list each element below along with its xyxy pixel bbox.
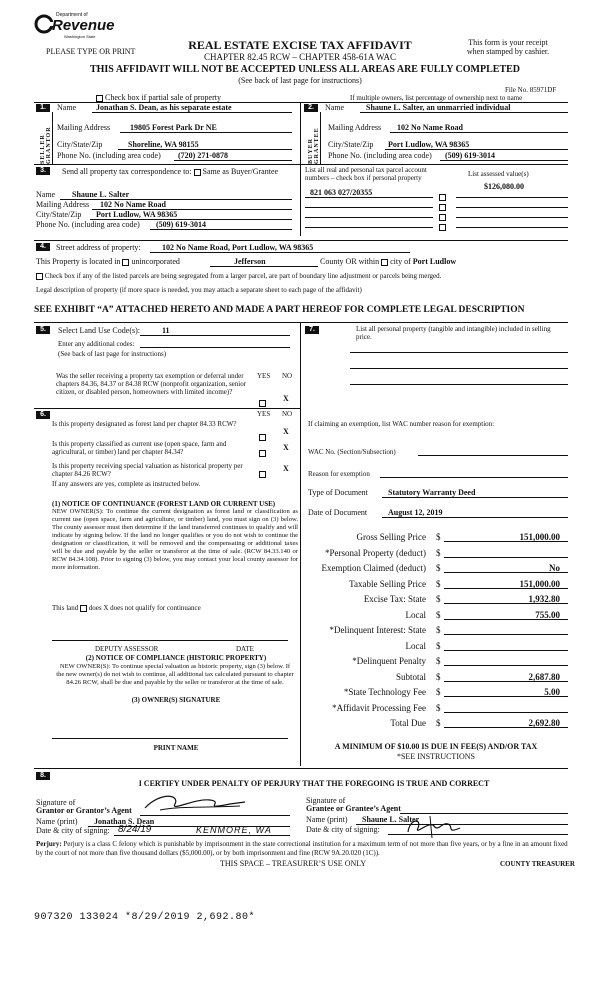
section-8-number: 8. [36, 772, 50, 780]
calc-dollar-10: $ [436, 687, 441, 697]
calc-dollar-1: $ [436, 548, 441, 558]
county-within-row [320, 257, 456, 266]
treasurer-use: THIS SPACE – TREASURER’S USE ONLY [220, 859, 367, 868]
grantee-sig-label-1: Signature of [306, 796, 346, 805]
calc-value-4[interactable]: 1,932.80 [528, 594, 560, 604]
buyer-name-label: Name [325, 103, 345, 112]
seller-side-label: SELLER GRANTOR [40, 126, 52, 164]
doc-type-label: Type of Document [308, 488, 368, 497]
calc-label-4: Excise Tax: State [363, 594, 426, 604]
notice-2-title: (2) NOTICE OF COMPLIANCE (HISTORIC PROPERTY) [85, 654, 267, 662]
calc-dollar-4: $ [436, 594, 441, 604]
doc-date: August 12, 2019 [388, 508, 443, 517]
file-number: File No. 85971DF [505, 86, 557, 94]
logo-small-text: Department of [56, 12, 88, 18]
calc-label-7: Local [405, 641, 426, 651]
buyer-city: Port Ludlow, WA 98365 [388, 140, 470, 149]
s6-question-3: Is this property receiving special valuation as historical property per chapter 84.26 RCW? [52, 462, 243, 478]
located-label: This Property is located in [36, 257, 121, 266]
buyer-city-label: City/State/Zip [328, 140, 374, 149]
section-6-number: 6. [36, 411, 50, 419]
grantor-name-label: Name (print) [36, 817, 78, 826]
notice-1-title: (1) NOTICE OF CONTINUANCE (FOREST LAND OR CURRENT USE) [52, 500, 276, 508]
qualify-row [52, 604, 201, 612]
notice-2-body: NEW OWNER(S): To continue special valuation as historic property, sign (3) below. If the new owner(s) do not wish to continue, all additional tax calculated pursuant to chapter 84.26 RCW, shall be due and payable by the seller or transferor at the time of sale. [56, 663, 294, 686]
unincorporated-checkbox[interactable] [122, 259, 129, 266]
seller-mail-label: Mailing Address [57, 123, 111, 132]
send-label-text: Send all property tax correspondence to: [62, 167, 192, 176]
segregated-row [36, 272, 566, 280]
s3-name-label: Name [36, 190, 56, 199]
grantee-name-label: Name (print) [306, 815, 348, 824]
deputy-assessor-label: DEPUTY ASSESSOR [95, 645, 159, 653]
segregated-checkbox[interactable] [36, 273, 43, 280]
street-address: 102 No Name Road, Port Ludlow, WA 98365 [162, 243, 314, 252]
see-back: (See back of last page for instructions) [238, 76, 362, 85]
s6-question-2: Is this property classified as current use (open space, farm and agricultural, or timber) land per chapter 84.34? [52, 440, 227, 456]
calc-dollar-11: $ [436, 703, 441, 713]
calc-label-9: Subtotal [395, 672, 426, 682]
s5-yes-header: YES [257, 372, 271, 380]
calc-label-11: *Affidavit Processing Fee [332, 703, 426, 713]
buyer-side-label: BUYER GRANTEE [308, 127, 320, 164]
see-instructions: *SEE INSTRUCTIONS [396, 752, 475, 761]
grantee-signature [400, 814, 470, 840]
county-name: Jefferson [234, 257, 266, 266]
buyer-phone: (509) 619-3014 [445, 151, 495, 160]
calc-dollar-2: $ [436, 563, 441, 573]
grantor-signature [140, 790, 250, 816]
seller-city: Shoreline, WA 98155 [128, 140, 199, 149]
s3-city: Port Ludlow, WA 98365 [96, 210, 178, 219]
calc-label-10: *State Technology Fee [343, 687, 426, 697]
calc-dollar-7: $ [436, 641, 441, 651]
county-label: County OR within [320, 257, 380, 266]
seller-phone: (720) 271-0878 [178, 151, 228, 160]
county-treasurer: COUNTY TREASURER [500, 860, 575, 868]
parcel-number: 821 063 027/20355 [310, 188, 373, 197]
same-as-buyer-checkbox[interactable] [194, 169, 201, 176]
calc-label-2: Exemption Claimed (deduct) [321, 563, 426, 573]
city-name: Port Ludlow [412, 257, 457, 266]
calc-value-2[interactable]: No [549, 563, 560, 573]
logo-sub-text: Washington State [64, 34, 96, 39]
calc-dollar-5: $ [436, 610, 441, 620]
s3-mail: 102 No Name Road [100, 200, 166, 209]
personal-property-label: List all personal property (tangible and intangible) included in selling price. [356, 325, 551, 341]
calc-value-10[interactable]: 5.00 [544, 687, 560, 697]
perjury-label: Perjury: [36, 840, 62, 848]
calc-label-12: Total Due [390, 718, 426, 728]
land-use-code: 11 [162, 326, 170, 335]
does-qualify-checkbox[interactable] [80, 605, 87, 612]
perjury-row [36, 840, 570, 858]
seller-phone-label: Phone No. (including area code) [57, 151, 161, 160]
calc-label-6: *Delinquent Interest: State [329, 625, 426, 635]
s3-mail-label: Mailing Address [36, 200, 90, 209]
buyer-phone-label: Phone No. (including area code) [328, 151, 432, 160]
unincorporated-label: unincorporated [131, 257, 180, 266]
logo-text: Revenue [52, 17, 115, 34]
calc-value-0[interactable]: 151,000.00 [519, 532, 560, 542]
grantor-name: Jonathan S. Dean [94, 817, 155, 826]
assessed-value: $126,080.00 [484, 182, 524, 191]
grantee-name: Shaune L. Salter [362, 815, 420, 824]
multiple-owners-note: If multiple owners, list percentage of ownership next to name [350, 94, 523, 102]
s5-question-1: Was the seller receiving a property tax exemption or deferral under chapters 84.36, 84.37 or 84.38 RCW (nonprofit organization, senior citizen, or disabled person, homeowners with limited income)? [56, 372, 247, 396]
section-4-number: 4. [36, 243, 50, 251]
calc-dollar-6: $ [436, 625, 441, 635]
s5-no-header: NO [282, 372, 293, 380]
calc-label-0: Gross Selling Price [356, 532, 426, 542]
parcel-checkbox-4[interactable] [439, 218, 446, 236]
logo-swoosh-icon [34, 14, 54, 34]
cashier-stamp: 907320 133024 *8/29/2019 2,692.80* [34, 912, 256, 923]
calc-label-8: *Delinquent Penalty [352, 656, 426, 666]
calc-dollar-12: $ [436, 718, 441, 728]
grantor-date-label: Date & city of signing: [36, 826, 110, 835]
located-row [36, 257, 180, 266]
s6-q3-no-mark[interactable]: X [283, 464, 289, 473]
s6-yes-header: YES [257, 410, 271, 418]
partial-sale-row [96, 93, 221, 102]
grantee-sig-label-2: Grantee or Grantee’s Agent [306, 804, 401, 813]
certify-text: I CERTIFY UNDER PENALTY OF PERJURY THAT THE FOREGOING IS TRUE AND CORRECT [138, 779, 490, 788]
s6-if-yes: If any answers are yes, complete as instructed below. [52, 480, 201, 488]
minimum-fee-note: A MINIMUM OF $10.00 IS DUE IN FEE(S) AND/OR TAX [334, 742, 538, 751]
segregated-label: Check box if any of the listed parcels are being segregated from a larger parcel, are part of boundary line adjustment or parcels being merged. [44, 272, 442, 280]
seller-mail: 19805 Forest Park Dr NE [130, 123, 217, 132]
grantor-city: KENMORE, WA [196, 825, 272, 835]
section-7-number: 7. [305, 326, 319, 334]
seller-name: Jonathan S. Dean, as his separate estate [96, 103, 232, 112]
exhibit-text: SEE EXHIBIT “A” ATTACHED HERETO AND MADE A PART HEREOF FOR COMPLETE LEGAL DESCRIPTION [34, 305, 525, 315]
parcel-header-2: numbers – check box if personal property [305, 174, 422, 182]
s6-q1-no-mark[interactable]: X [283, 427, 289, 436]
s6-q3-yes-checkbox[interactable] [259, 465, 266, 483]
parcel-header-1: List all real and personal tax parcel account [305, 166, 427, 174]
assessed-header: List assessed value(s) [468, 170, 529, 178]
street-label: Street address of property: [56, 243, 141, 252]
calc-dollar-3: $ [436, 579, 441, 589]
s5-q1-no-mark[interactable]: X [283, 394, 289, 403]
print-name-label: PRINT NAME [153, 744, 199, 752]
calc-value-9[interactable]: 2,687.80 [528, 672, 560, 682]
buyer-name: Shaune L. Salter, an unmarried individual [366, 103, 511, 112]
send-correspondence-label [62, 167, 278, 176]
section-3-number: 3. [36, 167, 50, 175]
partial-sale-checkbox[interactable] [96, 95, 103, 102]
s3-name: Shaune L. Salter [72, 190, 130, 199]
calc-label-5: Local [405, 610, 426, 620]
section-2-number: 2. [304, 104, 318, 112]
receipt-note-2: when stamped by cashier. [466, 47, 550, 56]
form-chapter: CHAPTER 82.45 RCW – CHAPTER 458-61A WAC [204, 52, 396, 62]
calc-value-5[interactable]: 755.00 [535, 610, 560, 620]
calc-dollar-0: $ [436, 532, 441, 542]
seller-city-label: City/State/Zip [57, 140, 103, 149]
seller-name-label: Name [57, 103, 77, 112]
calc-value-3[interactable]: 151,000.00 [519, 579, 560, 589]
owner-signature-label: (3) OWNER(S) SIGNATURE [131, 696, 221, 704]
calc-dollar-8: $ [436, 656, 441, 666]
notice-1-body: NEW OWNER(S): To continue the current designation as forest land or classification as current use (open space, farm and agriculture, or timber) land, you must sign on (3) below. The county assessor must then determine if the land transferred continues to qualify and will indicate by signing below. If the land no longer qualifies or you do not wish to continue the designation or classification, it will be removed and the compensating or additional taxes will be due and payable by the seller or transferor at the time of sale. (RCW 84.33.140 or RCW 84.34.108). Prior to signing (3) below, you may contact your local county assessor for more information. [52, 508, 298, 571]
calc-value-12[interactable]: 2,692.80 [528, 718, 560, 728]
s3-phone: (509) 619-3014 [156, 220, 206, 229]
buyer-mail: 102 No Name Road [397, 123, 463, 132]
section-5-number: 5. [36, 326, 50, 334]
same-as-buyer-label: Same as Buyer/Grantee [202, 167, 279, 176]
warning-text: THIS AFFIDAVIT WILL NOT BE ACCEPTED UNLESS ALL AREAS ARE FULLY COMPLETED [89, 64, 521, 75]
land-use-see-back: (See back of last page for instructions) [58, 350, 167, 358]
partial-sale-label: Check box if partial sale of property [105, 93, 221, 102]
additional-codes-label: Enter any additional codes: [58, 340, 135, 348]
buyer-mail-label: Mailing Address [328, 123, 382, 132]
city-of-label: city of [390, 257, 411, 266]
s6-q2-no-mark[interactable]: X [283, 443, 289, 452]
please-type: PLEASE TYPE OR PRINT [46, 47, 136, 56]
calc-label-3: Taxable Selling Price [349, 579, 426, 589]
grantor-sig-label-1: Signature of [36, 798, 76, 807]
land-use-label: Select Land Use Code(s): [58, 326, 140, 335]
s3-city-label: City/State/Zip [36, 210, 82, 219]
grantor-sig-label-2: Grantor or Grantor’s Agent [36, 806, 132, 815]
doc-date-label: Date of Document [308, 508, 368, 517]
city-checkbox[interactable] [381, 259, 388, 266]
legal-desc-label: Legal description of property (if more space is needed, you may attach a separate sheet to each page of the affidavit) [36, 286, 362, 294]
receipt-note-1: This form is your receipt [468, 38, 548, 47]
perjury-text: Perjury is a class C felony which is punishable by imprisonment in the state correctional institution for a maximum term of not more than five years, or by a fine in an amount fixed by the court of not more than five thousand dollars ($5,000.00), or by both imprisonment and fine (RCW 9A.20.020 (1C)). [36, 840, 568, 857]
wac-label: WAC No. (Section/Subsection) [308, 448, 396, 456]
s6-question-1: Is this property designated as forest land per chapter 84.33 RCW? [52, 420, 237, 428]
grantee-date-label: Date & city of signing: [306, 825, 380, 834]
grantor-date: 8/24/19 [118, 824, 152, 835]
dor-logo [34, 12, 115, 42]
section-1-number: 1. [36, 104, 50, 112]
form-title: REAL ESTATE EXCISE TAX AFFIDAVIT [188, 38, 412, 52]
land-does-label: This land [52, 604, 79, 612]
qualify-text: does X does not qualify for continuance [88, 604, 201, 612]
exemption-note: If claiming an exemption, list WAC number reason for exemption: [308, 420, 495, 428]
s6-no-header: NO [282, 410, 293, 418]
doc-type: Statutory Warranty Deed [388, 488, 476, 497]
deputy-date-label: DATE [236, 645, 254, 653]
s6-q2-yes-checkbox[interactable] [259, 444, 266, 462]
s3-phone-label: Phone No. (including area code) [36, 220, 140, 229]
reason-label: Reason for exemption [308, 470, 370, 478]
calc-dollar-9: $ [436, 672, 441, 682]
calc-label-1: *Personal Property (deduct) [325, 548, 426, 558]
